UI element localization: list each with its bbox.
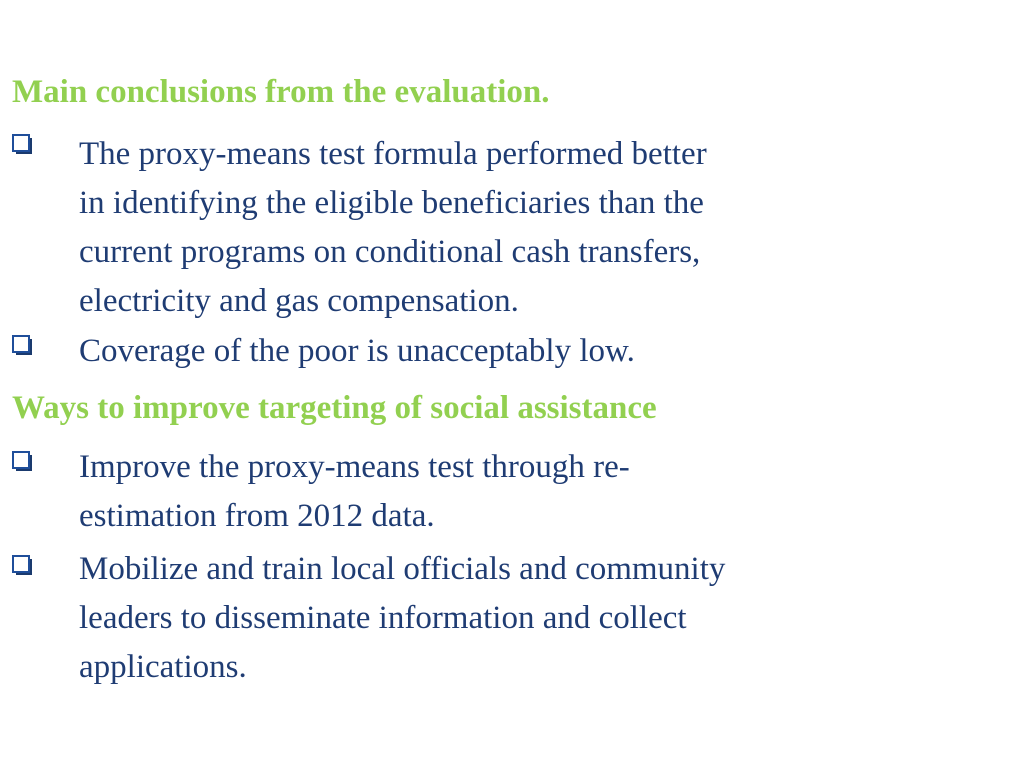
bullet-line: Mobilize and train local officials and community (79, 551, 726, 587)
checkbox-bullet-icon (12, 134, 32, 154)
bullet-line: estimation from 2012 data. (79, 498, 435, 534)
section-heading-main-conclusions: Main conclusions from the evaluation. (12, 74, 550, 110)
checkbox-bullet-icon (12, 555, 32, 575)
bullet-line: applications. (79, 649, 247, 685)
section-heading-ways-to-improve: Ways to improve targeting of social assistance (12, 390, 657, 426)
bullet-line: Coverage of the poor is unacceptably low. (79, 333, 635, 369)
bullet-line: leaders to disseminate information and collect (79, 600, 687, 636)
bullet-line: Improve the proxy-means test through re- (79, 449, 630, 485)
bullet-line: in identifying the eligible beneficiaries than the (79, 185, 704, 221)
bullet-text (79, 545, 869, 692)
checkbox-bullet-icon (12, 451, 32, 471)
bullet-line: electricity and gas compensation. (79, 283, 519, 319)
checkbox-bullet-icon (12, 335, 32, 355)
bullet-line: current programs on conditional cash transfers, (79, 234, 701, 270)
bullet-line: The proxy-means test formula performed better (79, 136, 707, 172)
bullet-text (79, 443, 869, 541)
bullet-text (79, 327, 869, 376)
bullet-text (79, 130, 869, 326)
